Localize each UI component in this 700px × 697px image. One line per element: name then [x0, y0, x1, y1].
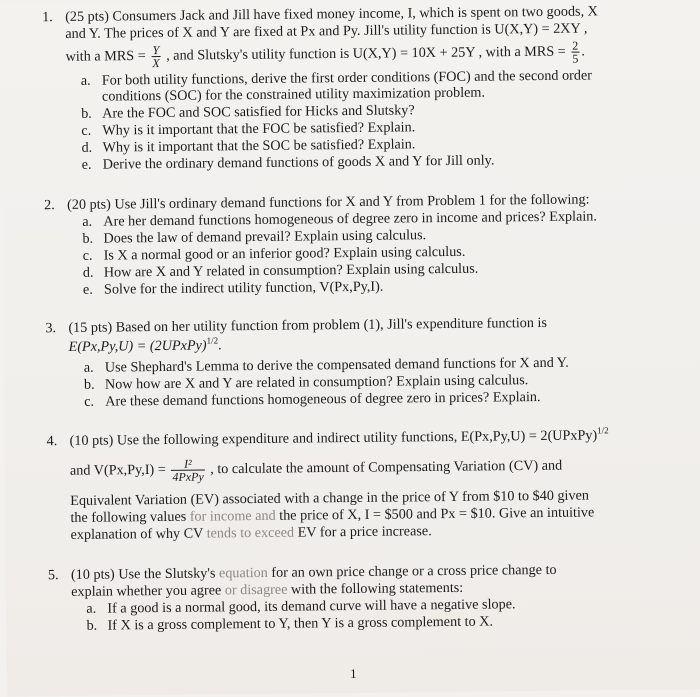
- indirect-utility-text: and V(Px,Py,I) =: [69, 461, 166, 479]
- period: .: [581, 43, 585, 60]
- problem-1-slutsky-text: , and Slutsky's utility function is U(X,Y) = 10X + 25Y , with a MRS =: [166, 43, 566, 64]
- problem-5b-text: If X is a gross complement to Y, then Y is a gross complement to X.: [107, 613, 494, 634]
- problem-5a-text: If a good is a normal good, its demand curve will have a negative slope.: [107, 596, 516, 617]
- problem-1e-text: Derive the ordinary demand functions of goods X and Y for Jill only.: [102, 152, 495, 173]
- text-segment: EV for a price increase.: [294, 523, 432, 541]
- slutsky-mrs-fraction: [571, 40, 579, 65]
- problem-5-number: 5.: [47, 567, 59, 584]
- expenditure-formula: E(Px,Py,U) = (2UPxPy): [68, 337, 207, 355]
- item-label: b.: [86, 617, 98, 634]
- item-label: c.: [84, 393, 95, 410]
- problem-1-number: 1.: [42, 9, 53, 26]
- problem-3c-text: Are these demand functions homogeneous of degree zero in prices? Explain.: [105, 389, 541, 410]
- text-segment: explanation of why CV: [70, 525, 207, 543]
- fraction-numerator: Y: [152, 43, 160, 58]
- item-label: a.: [80, 72, 91, 89]
- problem-3a-text: Use Shephard's Lemma to derive the compensated demand functions for X and Y.: [104, 354, 569, 376]
- item-label: a.: [83, 359, 94, 376]
- text-segment: for an own price change or a cross price change to: [267, 561, 557, 581]
- text-segment: with the following statements:: [287, 579, 464, 598]
- item-label: c.: [82, 247, 93, 264]
- fraction-denominator: 4PxPy: [172, 469, 204, 484]
- exponent: 1/2: [206, 335, 219, 346]
- problem-1a-line-2: conditions (SOC) for the constrained utility maximization problem.: [101, 84, 486, 105]
- problem-2c-text: Is X a normal good or an inferior good? Explain using calculus.: [103, 243, 466, 264]
- problem-4-intro: (10 pts) Use the following expenditure and indirect utility functions, E(Px,Py,U) = 2(UPxPy): [69, 427, 598, 449]
- problem-1b-text: Are the FOC and SOC satisfied for Hicks and Slutsky?: [102, 102, 415, 122]
- problem-2b-text: Does the law of demand prevail? Explain using calculus.: [103, 227, 427, 247]
- problem-1-line-1: (25 pts) Consumers Jack and Jill have fixed money income, I, which is spent on two goods, X: [65, 3, 598, 25]
- fraction-denominator: 5: [572, 51, 579, 66]
- faded-text-segment: equation: [218, 564, 268, 582]
- exponent: 1/2: [597, 425, 609, 436]
- faded-text-segment: or disagree: [224, 581, 288, 599]
- problem-3-expenditure-function: [69, 337, 222, 356]
- text-segment: the following values: [70, 508, 190, 526]
- fraction-numerator: I²: [171, 458, 204, 471]
- problem-1c-text: Why is it important that the FOC be satisfied? Explain.: [102, 119, 416, 139]
- item-label: b.: [81, 105, 92, 122]
- problem-2-line-1: (20 pts) Use Jill's ordinary demand functions for X and Y from Problem 1 for the following:: [67, 191, 590, 213]
- fraction-denominator: X: [152, 55, 160, 71]
- problem-4-line-5: [71, 523, 432, 544]
- faded-text-segment: for income and: [189, 507, 276, 525]
- problem-1d-text: Why is it important that the SOC be satisfied? Explain.: [102, 136, 416, 156]
- faded-text-segment: tends to exceed: [206, 524, 295, 542]
- page-number: 1: [349, 665, 357, 682]
- item-label: e.: [82, 281, 93, 298]
- fraction-numerator: 2: [572, 38, 579, 53]
- problem-2d-text: How are X and Y related in consumption? Explain using calculus.: [103, 260, 479, 281]
- item-label: e.: [81, 156, 92, 173]
- item-label: b.: [82, 230, 94, 247]
- item-label: c.: [81, 122, 92, 139]
- problem-4-line-2-rest: , to calculate the amount of Compensating Variation (CV) and: [210, 457, 563, 478]
- text-segment: (10 pts) Use the Slutsky's: [70, 565, 220, 583]
- problem-1-line-2: and Y. The prices of X and Y are fixed at Px and Py. Jill's utility function is U(X,Y) = 2XY ,: [65, 20, 588, 42]
- problem-4-line-1: [70, 427, 609, 450]
- problem-2e-text: Solve for the indirect utility function, V(Px,Py,I).: [103, 278, 384, 298]
- problem-2a-text: Are her demand functions homogeneous of degree zero in income and prices? Explain.: [103, 208, 598, 230]
- item-label: a.: [82, 213, 93, 230]
- item-label: d.: [82, 264, 94, 281]
- item-label: b.: [83, 376, 95, 393]
- problem-1-mrs-text: with a MRS =: [65, 47, 146, 65]
- problem-3-line-1: (15 pts) Based on her utility function from problem (1), Jill's expenditure function is: [68, 314, 548, 336]
- problem-1-line-3: [65, 40, 585, 70]
- text-segment: the price of X, I = $500 and Px = $10. Give an intuitive: [275, 504, 595, 524]
- problem-3-number: 3.: [45, 320, 57, 337]
- item-label: a.: [86, 600, 97, 617]
- text-segment: explain whether you agree: [71, 582, 225, 600]
- problem-3b-text: Now how are X and Y are related in consumption? Explain using calculus.: [104, 372, 529, 393]
- jill-mrs-fraction: [151, 44, 161, 69]
- problem-4-number: 4.: [46, 433, 58, 450]
- problem-1a-line-1: For both utility functions, derive the first order conditions (FOC) and the second order: [101, 67, 593, 89]
- period: .: [218, 337, 222, 354]
- problem-2-number: 2.: [44, 197, 55, 214]
- indirect-utility-fraction: [171, 458, 205, 483]
- problem-4-line-2: [70, 454, 563, 484]
- problem-4-line-3: Equivalent Variation (EV) associated with a change in the price of Y from $10 to $40 given: [70, 487, 590, 509]
- item-label: d.: [81, 139, 93, 156]
